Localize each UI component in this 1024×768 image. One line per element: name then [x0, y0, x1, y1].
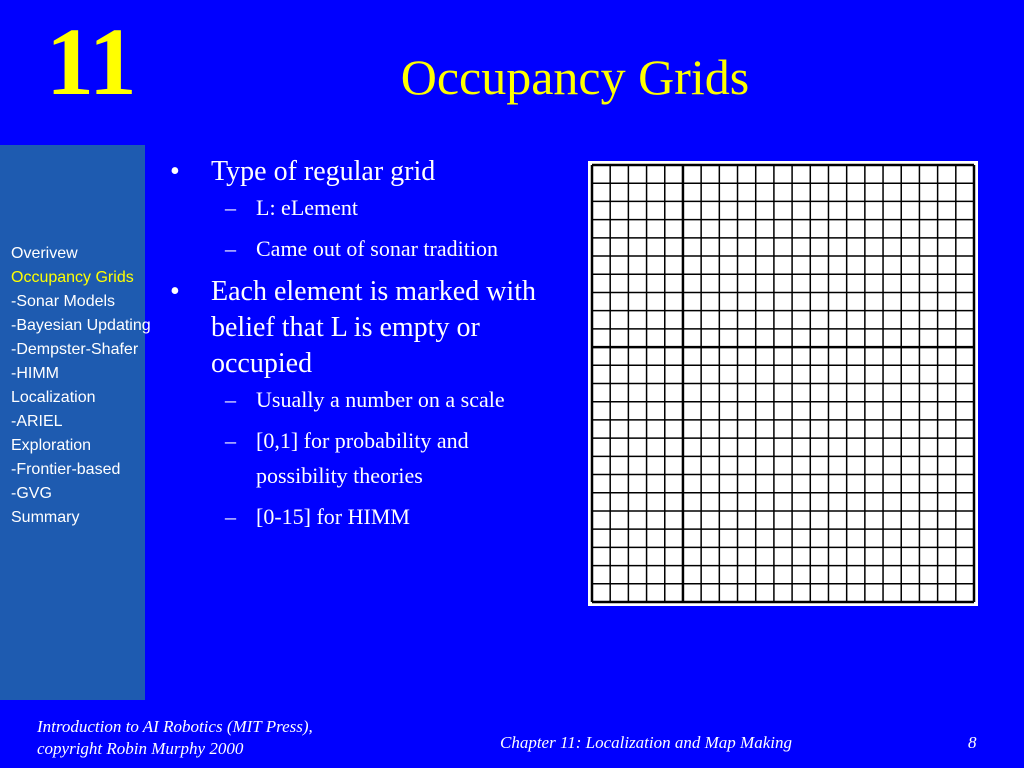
outline-item-sonar-models: -Sonar Models: [11, 293, 116, 310]
bullet-regular-grid: [170, 154, 560, 266]
sub-bullet-text: Usually a number on a scale: [256, 387, 505, 412]
bullet-text: Each element is marked with belief that L is empty or occupied: [211, 276, 536, 379]
outline-item-gvg: -GVG: [11, 485, 52, 502]
outline-item-dempster-shafer: -Dempster-Shafer: [11, 341, 139, 358]
outline-item-himm: -HIMM: [11, 365, 59, 382]
sub-bullet-text: Came out of sonar tradition: [256, 236, 498, 261]
bullet-text: Type of regular grid: [211, 156, 436, 187]
occupancy-grid: [588, 161, 978, 606]
occupancy-grid-figure: [588, 161, 978, 606]
outline-item-occupancy-grids: Occupancy Grids: [11, 269, 134, 286]
chapter-number: 11: [46, 8, 137, 115]
sub-bullet: – L: eLement: [225, 195, 359, 220]
footer-credit: [37, 716, 313, 760]
bullet-element-belief: [170, 274, 560, 534]
outline-item-localization: Localization: [11, 389, 96, 406]
outline-item-frontier-based: -Frontier-based: [11, 461, 121, 478]
footer-chapter: Chapter 11: Localization and Map Making: [500, 733, 792, 752]
slide-title: Occupancy Grids: [400, 49, 750, 105]
outline-item-overview: Overivew: [11, 245, 78, 262]
outline-item-summary: Summary: [11, 509, 80, 526]
slide-content: [170, 154, 560, 542]
sub-bullet: – [0-15] for HIMM: [225, 504, 410, 529]
footer-credit-line2: copyright Robin Murphy 2000: [37, 739, 244, 758]
sub-bullet: – Came out of sonar tradition: [225, 236, 498, 261]
sub-bullet-text: [0-15] for HIMM: [256, 504, 410, 529]
sub-bullet: – Usually a number on a scale: [225, 387, 505, 412]
page-number: 8: [968, 733, 977, 752]
outline-item-exploration: Exploration: [11, 437, 92, 454]
sub-bullet-text: [0,1] for probability and possibility theories: [256, 428, 469, 488]
outline-item-bayesian-updating: -Bayesian Updating: [11, 317, 151, 334]
sub-bullet: – [0,1] for probability and possibility theories: [225, 428, 469, 488]
outline-item-ariel: -ARIEL: [11, 413, 63, 430]
footer-credit-line1: Introduction to AI Robotics (MIT Press),: [37, 717, 313, 736]
outline-list: [11, 242, 151, 530]
sub-bullet-text: L: eLement: [256, 195, 359, 220]
